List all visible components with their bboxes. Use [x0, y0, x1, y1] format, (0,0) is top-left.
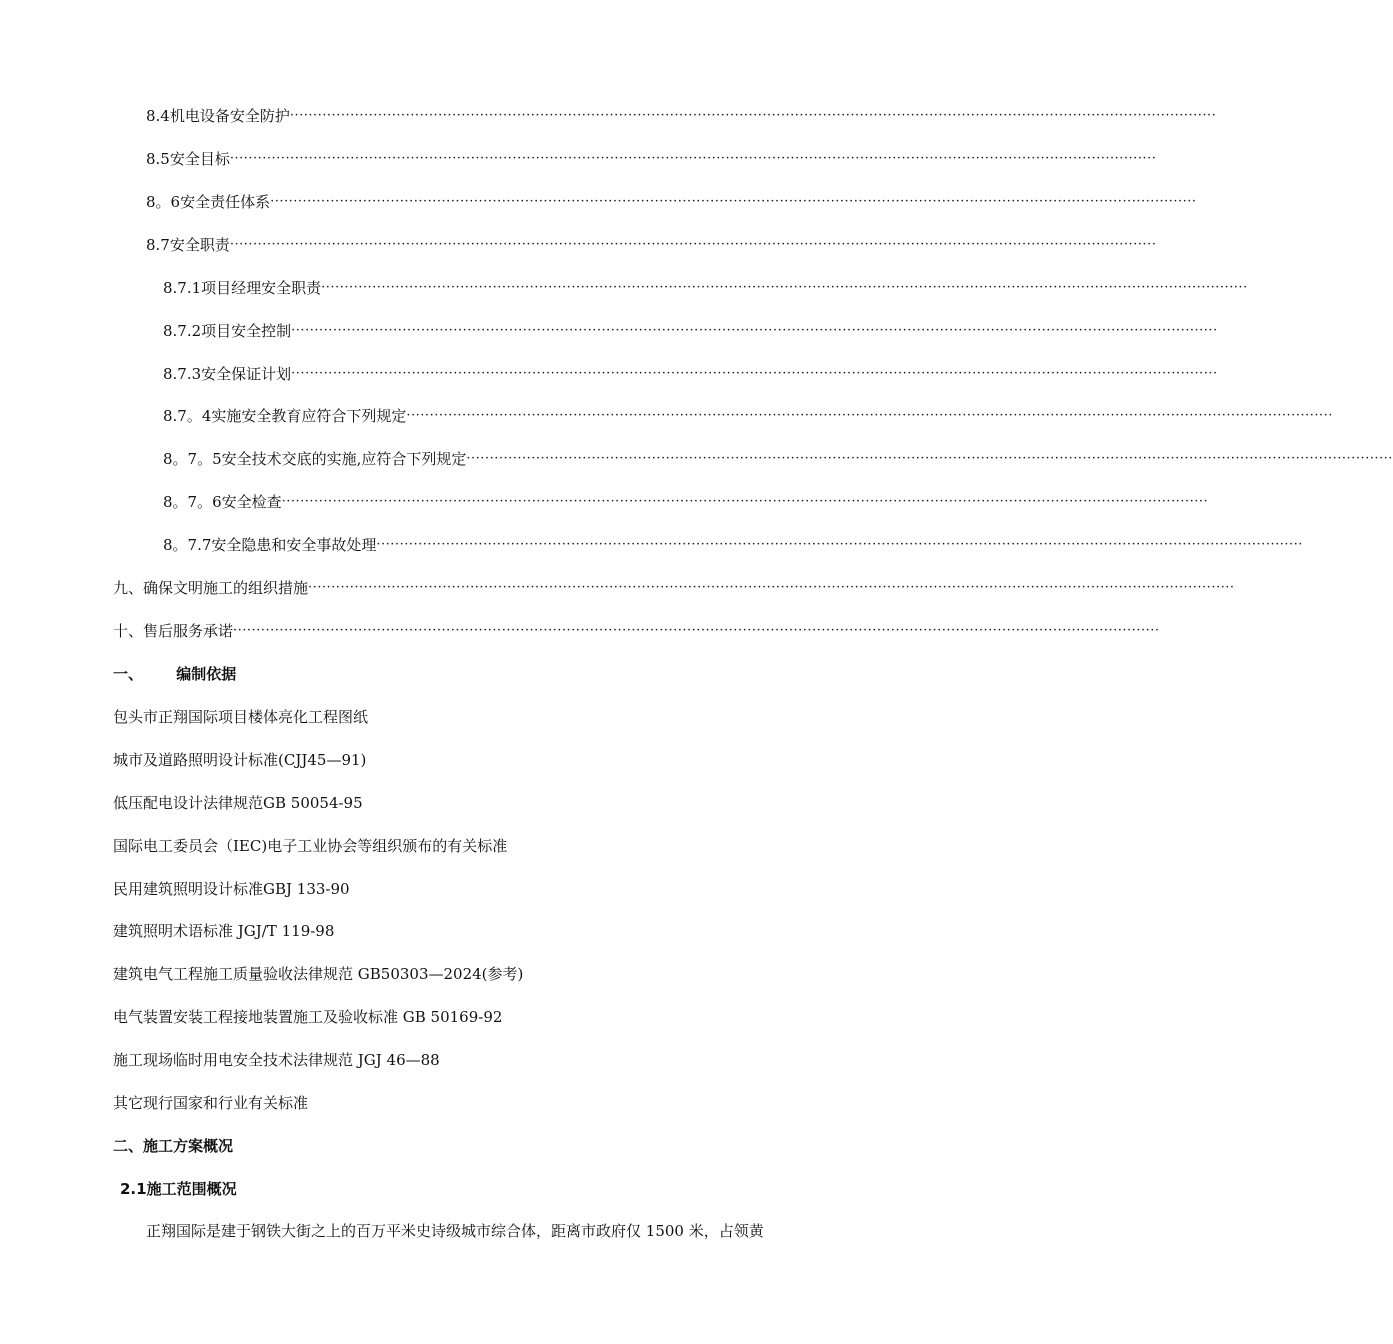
toc-entry[interactable]	[146, 192, 1197, 212]
toc-entry-text: 8.7安全职责	[146, 236, 230, 254]
toc-entry[interactable]	[163, 278, 1248, 298]
toc-entry-text: 8.7.3安全保证计划	[163, 365, 292, 383]
toc-entry-text: 8。7。5安全技术交底的实施,应符合下列规定	[163, 450, 467, 468]
reference-item: 电气装置安装工程接地装置施工及验收标准 GB 50169-92	[113, 1008, 503, 1026]
reference-item: 低压配电设计法律规范GB 50054-95	[113, 794, 363, 812]
toc-entry-text: 8.7.1项目经理安全职责	[163, 279, 322, 297]
toc-entry-text: 8.7.2项目安全控制	[163, 322, 292, 340]
toc-entry[interactable]	[163, 492, 1209, 512]
toc-entry[interactable]	[163, 364, 1218, 384]
toc-entry-text: 8。7.7安全隐患和安全事故处理	[163, 536, 377, 554]
toc-entry[interactable]	[146, 235, 1157, 255]
toc-entry-text: 8.4机电设备安全防护	[146, 107, 290, 125]
toc-entry-text: 十、售后服务承诺	[113, 622, 234, 640]
toc-entry[interactable]	[163, 449, 1393, 469]
toc-leader-dots: ········································································································································································································	[289, 108, 1217, 123]
toc-leader-dots: ········································································································································································································	[270, 194, 1197, 209]
toc-entry[interactable]	[163, 406, 1333, 426]
reference-item: 建筑照明术语标准 JGJ/T 119-98	[113, 922, 335, 940]
toc-entry[interactable]	[113, 621, 1160, 641]
section-heading: 二、施工方案概况	[113, 1137, 234, 1155]
reference-item: 建筑电气工程施工质量验收法律规范 GB50303—2024(参考)	[113, 965, 524, 983]
reference-item: 包头市正翔国际项目楼体亮化工程图纸	[113, 708, 369, 726]
toc-leader-dots: ········································································································································································································	[308, 580, 1235, 595]
toc-leader-dots: ········································································································································································································	[233, 623, 1160, 638]
reference-item: 民用建筑照明设计标准GBJ 133-90	[113, 880, 350, 898]
reference-item: 国际电工委员会（IEC)电子工业协会等组织颁布的有关标准	[113, 837, 508, 855]
toc-entry[interactable]	[113, 578, 1235, 598]
body-paragraph: 正翔国际是建于钢铁大街之上的百万平米史诗级城市综合体，距离市政府仅 1500 米，占领黄	[146, 1222, 764, 1240]
toc-leader-dots: ········································································································································································································	[376, 537, 1303, 552]
toc-leader-dots: ········································································································································································································	[291, 323, 1218, 338]
toc-entry-text: 8。6安全责任体系	[146, 193, 271, 211]
toc-leader-dots: ········································································································································································································	[229, 151, 1157, 166]
toc-leader-dots: ········································································································································································································	[229, 237, 1157, 252]
toc-entry-text: 8。7。6安全检查	[163, 493, 282, 511]
toc-entry[interactable]	[146, 149, 1157, 169]
subsection-heading: 2.1施工范围概况	[120, 1180, 237, 1198]
toc-leader-dots: ········································································································································································································	[321, 280, 1248, 295]
reference-item: 城市及道路照明设计标准(CJJ45—91)	[113, 751, 367, 769]
toc-leader-dots: ········································································································································································································	[291, 366, 1218, 381]
section-number: 一、	[113, 665, 144, 683]
section-title: 编制依据	[176, 665, 237, 683]
reference-item: 施工现场临时用电安全技术法律规范 JGJ 46—88	[113, 1051, 440, 1069]
toc-entry[interactable]	[163, 321, 1218, 341]
reference-item: 其它现行国家和行业有关标准	[113, 1094, 309, 1112]
toc-entry-text: 8.5安全目标	[146, 150, 230, 168]
toc-leader-dots: ········································································································································································································	[406, 408, 1333, 423]
toc-entry[interactable]	[163, 535, 1303, 555]
toc-entry-text: 九、确保文明施工的组织措施	[113, 579, 309, 597]
toc-leader-dots: ········································································································································································································	[466, 451, 1393, 466]
toc-leader-dots: ········································································································································································································	[281, 494, 1209, 509]
toc-entry[interactable]	[146, 106, 1217, 126]
section-heading	[113, 664, 236, 684]
toc-entry-text: 8.7。4实施安全教育应符合下列规定	[163, 407, 407, 425]
